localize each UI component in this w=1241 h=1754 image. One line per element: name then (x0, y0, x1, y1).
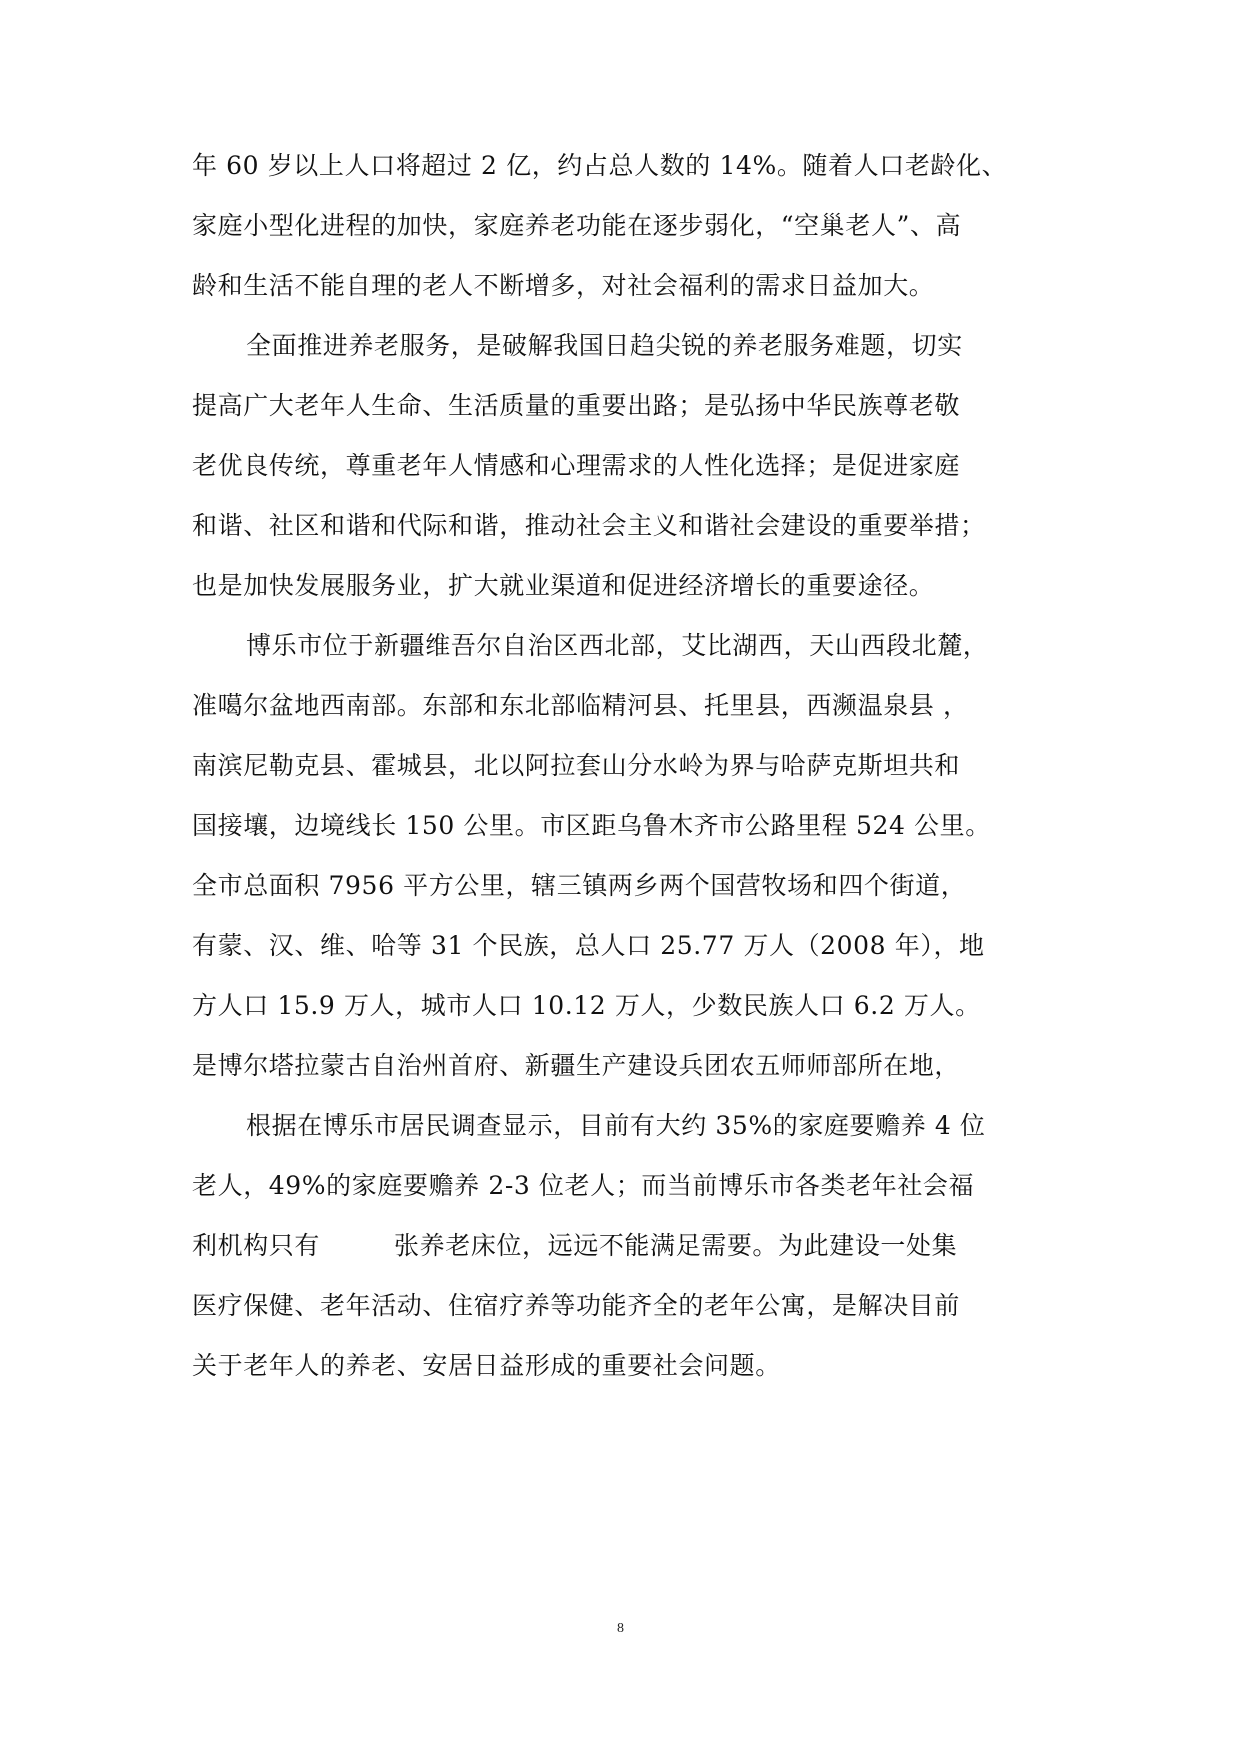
text-line: 是博尔塔拉蒙古自治州首府、新疆生产建设兵团农五师师部所在地， (192, 1051, 961, 1080)
text-line: 国接壤，边境线长 150 公里。市区距乌鲁木齐市公路里程 524 公里。 (192, 811, 991, 840)
text-line: 龄和生活不能自理的老人不断增多，对社会福利的需求日益加大。 (192, 271, 935, 300)
text-line: 老人，49%的家庭要赡养 2-3 位老人；而当前博乐市各类老年社会福 (192, 1171, 975, 1200)
page-number: 8 (617, 1621, 624, 1636)
text-line: 博乐市位于新疆维吾尔自治区西北部，艾比湖西，天山西段北麓， (246, 631, 989, 660)
text-line: 也是加快发展服务业，扩大就业渠道和促进经济增长的重要途径。 (192, 571, 935, 600)
text-line: 家庭小型化进程的加快，家庭养老功能在逐步弱化，“空巢老人”、高 (192, 211, 962, 240)
text-line (192, 1230, 1072, 1262)
text-line: 老优良传统，尊重老年人情感和心理需求的人性化选择；是促进家庭 (192, 451, 961, 480)
text-line: 准噶尔盆地西南部。东部和东北部临精河县、托里县，西濒温泉县 ， (192, 691, 969, 720)
text-line: 全面推进养老服务，是破解我国日趋尖锐的养老服务难题，切实 (246, 331, 963, 360)
text-line: 南滨尼勒克县、霍城县，北以阿拉套山分水岭为界与哈萨克斯坦共和 (192, 751, 961, 780)
text-line: 和谐、社区和谐和代际和谐，推动社会主义和谐社会建设的重要举措； (192, 511, 986, 540)
text-line: 提高广大老年人生命、生活质量的重要出路；是弘扬中华民族尊老敬 (192, 391, 961, 420)
text-line: 有蒙、汉、维、哈等 31 个民族，总人口 25.77 万人（2008 年），地 (192, 931, 985, 960)
text-line: 医疗保健、老年活动、住宿疗养等功能齐全的老年公寓，是解决目前 (192, 1291, 961, 1320)
text-line: 全市总面积 7956 平方公里，辖三镇两乡两个国营牧场和四个街道， (192, 871, 967, 900)
text-line-head: 利机构只有 (192, 1231, 321, 1260)
text-line: 关于老年人的养老、安居日益形成的重要社会问题。 (192, 1351, 781, 1380)
text-line: 方人口 15.9 万人，城市人口 10.12 万人，少数民族人口 6.2 万人。 (192, 991, 981, 1020)
text-line: 根据在博乐市居民调查显示，目前有大约 35%的家庭要赡养 4 位 (246, 1111, 986, 1140)
text-line: 年 60 岁以上人口将超过 2 亿，约占总人数的 14%。随着人口老龄化、 (192, 151, 1008, 180)
text-line-tail: 张养老床位，远远不能满足需要。为此建设一处集 (394, 1231, 958, 1260)
